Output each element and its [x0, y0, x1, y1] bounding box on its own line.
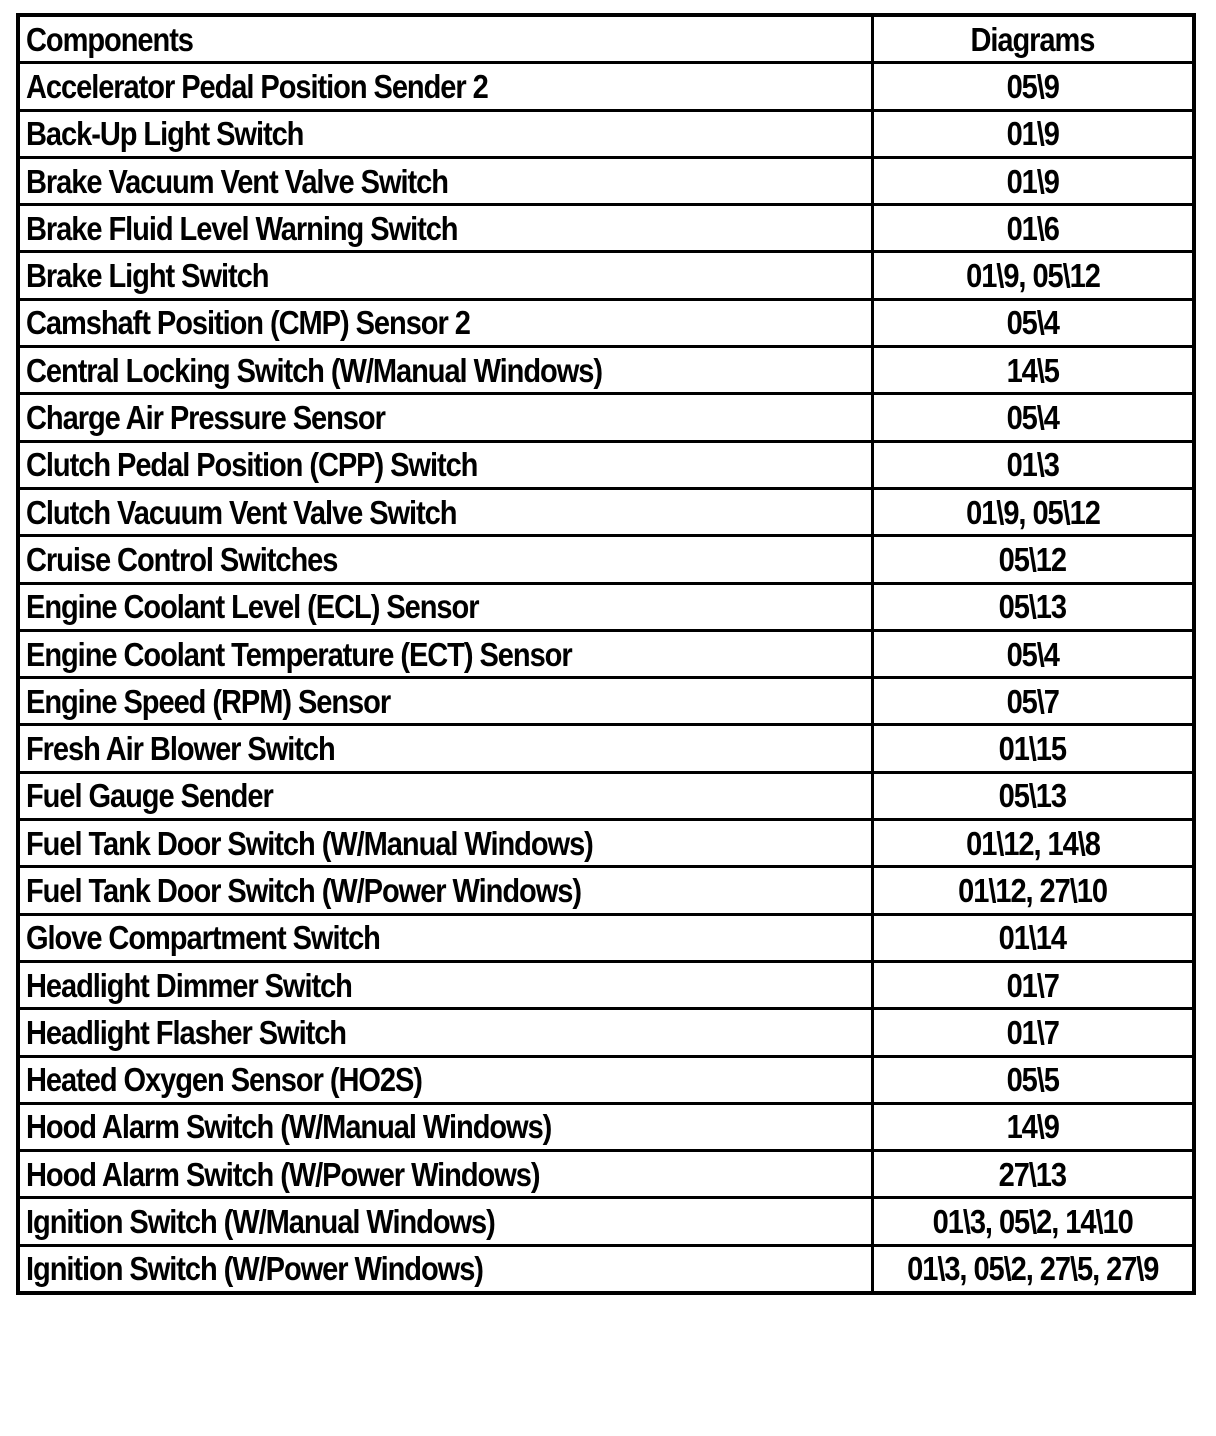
component-name: Camshaft Position (CMP) Sensor 2	[26, 304, 470, 342]
diagram-refs: 05\4	[1006, 304, 1059, 342]
component-name: Brake Fluid Level Warning Switch	[26, 209, 458, 247]
component-cell	[18, 1056, 872, 1103]
diagrams-cell	[872, 1009, 1194, 1056]
diagram-refs: 01\7	[1006, 1013, 1059, 1051]
header-diagrams-label: Diagrams	[970, 20, 1095, 58]
component-cell	[18, 772, 872, 819]
component-cell	[18, 678, 872, 725]
component-cell	[18, 961, 872, 1008]
diagrams-cell	[872, 1245, 1194, 1293]
diagram-refs: 01\9, 05\12	[965, 493, 1100, 531]
table-row	[18, 725, 1194, 772]
diagrams-cell	[872, 772, 1194, 819]
diagrams-cell	[872, 583, 1194, 630]
diagram-refs: 05\13	[999, 777, 1067, 815]
table-row	[18, 441, 1194, 488]
component-name: Ignition Switch (W/Power Windows)	[26, 1250, 483, 1288]
diagrams-cell	[872, 914, 1194, 961]
diagrams-cell	[872, 394, 1194, 441]
table-row	[18, 583, 1194, 630]
component-name: Clutch Pedal Position (CPP) Switch	[26, 446, 478, 484]
component-name: Fresh Air Blower Switch	[26, 730, 335, 768]
diagram-refs: 01\3, 05\2, 14\10	[932, 1203, 1133, 1241]
diagram-refs: 01\9	[1006, 115, 1059, 153]
diagram-refs: 01\7	[1006, 966, 1059, 1004]
table-row	[18, 961, 1194, 1008]
component-cell	[18, 1198, 872, 1245]
diagram-refs: 01\15	[999, 730, 1067, 768]
diagrams-cell	[872, 110, 1194, 157]
component-name: Glove Compartment Switch	[26, 919, 380, 957]
table-row	[18, 1151, 1194, 1198]
diagrams-cell	[872, 630, 1194, 677]
diagrams-cell	[872, 205, 1194, 252]
diagram-refs: 01\14	[999, 919, 1067, 957]
component-name: Clutch Vacuum Vent Valve Switch	[26, 493, 457, 531]
table-row	[18, 678, 1194, 725]
header-components	[18, 15, 872, 63]
component-name: Cruise Control Switches	[26, 540, 338, 578]
table-row	[18, 1245, 1194, 1293]
diagrams-cell	[872, 157, 1194, 204]
table-row	[18, 299, 1194, 346]
diagrams-cell	[872, 725, 1194, 772]
component-cell	[18, 394, 872, 441]
table-row	[18, 536, 1194, 583]
component-cell	[18, 630, 872, 677]
table-row	[18, 205, 1194, 252]
table-row	[18, 63, 1194, 110]
component-name: Ignition Switch (W/Manual Windows)	[26, 1203, 495, 1241]
diagram-refs: 05\4	[1006, 635, 1059, 673]
diagrams-cell	[872, 1198, 1194, 1245]
table-row	[18, 488, 1194, 535]
diagram-refs: 05\13	[999, 588, 1067, 626]
header-row	[18, 15, 1194, 63]
component-name: Accelerator Pedal Position Sender 2	[26, 67, 488, 105]
diagram-refs: 01\9, 05\12	[965, 257, 1100, 295]
table-row	[18, 394, 1194, 441]
diagrams-cell	[872, 1056, 1194, 1103]
diagram-refs: 05\4	[1006, 399, 1059, 437]
diagram-refs: 01\12, 14\8	[965, 824, 1100, 862]
component-cell	[18, 820, 872, 867]
header-diagrams	[872, 15, 1194, 63]
table-row	[18, 110, 1194, 157]
component-cell	[18, 157, 872, 204]
diagrams-cell	[872, 678, 1194, 725]
component-name: Fuel Tank Door Switch (W/Manual Windows)	[26, 824, 593, 862]
component-name: Engine Coolant Temperature (ECT) Sensor	[26, 635, 572, 673]
table-body	[18, 15, 1194, 1293]
table-row	[18, 1056, 1194, 1103]
diagram-refs: 05\5	[1006, 1061, 1059, 1099]
component-cell	[18, 725, 872, 772]
component-cell	[18, 299, 872, 346]
component-name: Heated Oxygen Sensor (HO2S)	[26, 1061, 422, 1099]
table-row	[18, 772, 1194, 819]
diagrams-cell	[872, 1151, 1194, 1198]
component-cell	[18, 1151, 872, 1198]
component-cell	[18, 1103, 872, 1150]
diagram-refs: 14\5	[1006, 351, 1059, 389]
component-name: Brake Light Switch	[26, 257, 269, 295]
table-row	[18, 630, 1194, 677]
component-name: Back-Up Light Switch	[26, 115, 304, 153]
component-cell	[18, 252, 872, 299]
component-name: Engine Coolant Level (ECL) Sensor	[26, 588, 479, 626]
table-row	[18, 252, 1194, 299]
component-cell	[18, 347, 872, 394]
diagrams-cell	[872, 488, 1194, 535]
table-row	[18, 914, 1194, 961]
diagrams-cell	[872, 820, 1194, 867]
component-name: Engine Speed (RPM) Sensor	[26, 682, 391, 720]
diagrams-cell	[872, 252, 1194, 299]
diagrams-cell	[872, 347, 1194, 394]
table-row	[18, 867, 1194, 914]
component-cell	[18, 583, 872, 630]
diagram-refs: 05\9	[1006, 67, 1059, 105]
diagrams-cell	[872, 1103, 1194, 1150]
component-cell	[18, 867, 872, 914]
component-cell	[18, 914, 872, 961]
component-name: Headlight Dimmer Switch	[26, 966, 352, 1004]
component-name: Brake Vacuum Vent Valve Switch	[26, 162, 448, 200]
component-name: Fuel Tank Door Switch (W/Power Windows)	[26, 871, 581, 909]
diagrams-cell	[872, 299, 1194, 346]
component-cell	[18, 1245, 872, 1293]
diagram-refs: 01\6	[1006, 209, 1059, 247]
diagram-refs: 14\9	[1006, 1108, 1059, 1146]
component-name: Hood Alarm Switch (W/Manual Windows)	[26, 1108, 552, 1146]
diagram-refs: 01\12, 27\10	[958, 871, 1108, 909]
diagrams-cell	[872, 961, 1194, 1008]
components-diagrams-table	[16, 13, 1196, 1295]
component-cell	[18, 441, 872, 488]
diagrams-cell	[872, 867, 1194, 914]
header-components-label: Components	[26, 20, 193, 58]
component-cell	[18, 110, 872, 157]
table-row	[18, 1009, 1194, 1056]
diagram-refs: 01\3	[1006, 446, 1059, 484]
diagram-refs: 01\3, 05\2, 27\5, 27\9	[907, 1250, 1159, 1288]
component-name: Charge Air Pressure Sensor	[26, 399, 385, 437]
component-cell	[18, 205, 872, 252]
component-name: Central Locking Switch (W/Manual Windows)	[26, 351, 602, 389]
component-cell	[18, 488, 872, 535]
component-name: Fuel Gauge Sender	[26, 777, 273, 815]
table-row	[18, 1198, 1194, 1245]
diagram-refs: 05\7	[1006, 682, 1059, 720]
diagram-refs: 27\13	[999, 1155, 1067, 1193]
diagrams-cell	[872, 441, 1194, 488]
diagrams-cell	[872, 63, 1194, 110]
component-name: Headlight Flasher Switch	[26, 1013, 346, 1051]
diagram-refs: 01\9	[1006, 162, 1059, 200]
component-cell	[18, 536, 872, 583]
diagrams-cell	[872, 536, 1194, 583]
component-name: Hood Alarm Switch (W/Power Windows)	[26, 1155, 540, 1193]
component-cell	[18, 63, 872, 110]
table-row	[18, 1103, 1194, 1150]
component-cell	[18, 1009, 872, 1056]
table-row	[18, 820, 1194, 867]
table-row	[18, 157, 1194, 204]
table-row	[18, 347, 1194, 394]
diagram-refs: 05\12	[999, 540, 1067, 578]
